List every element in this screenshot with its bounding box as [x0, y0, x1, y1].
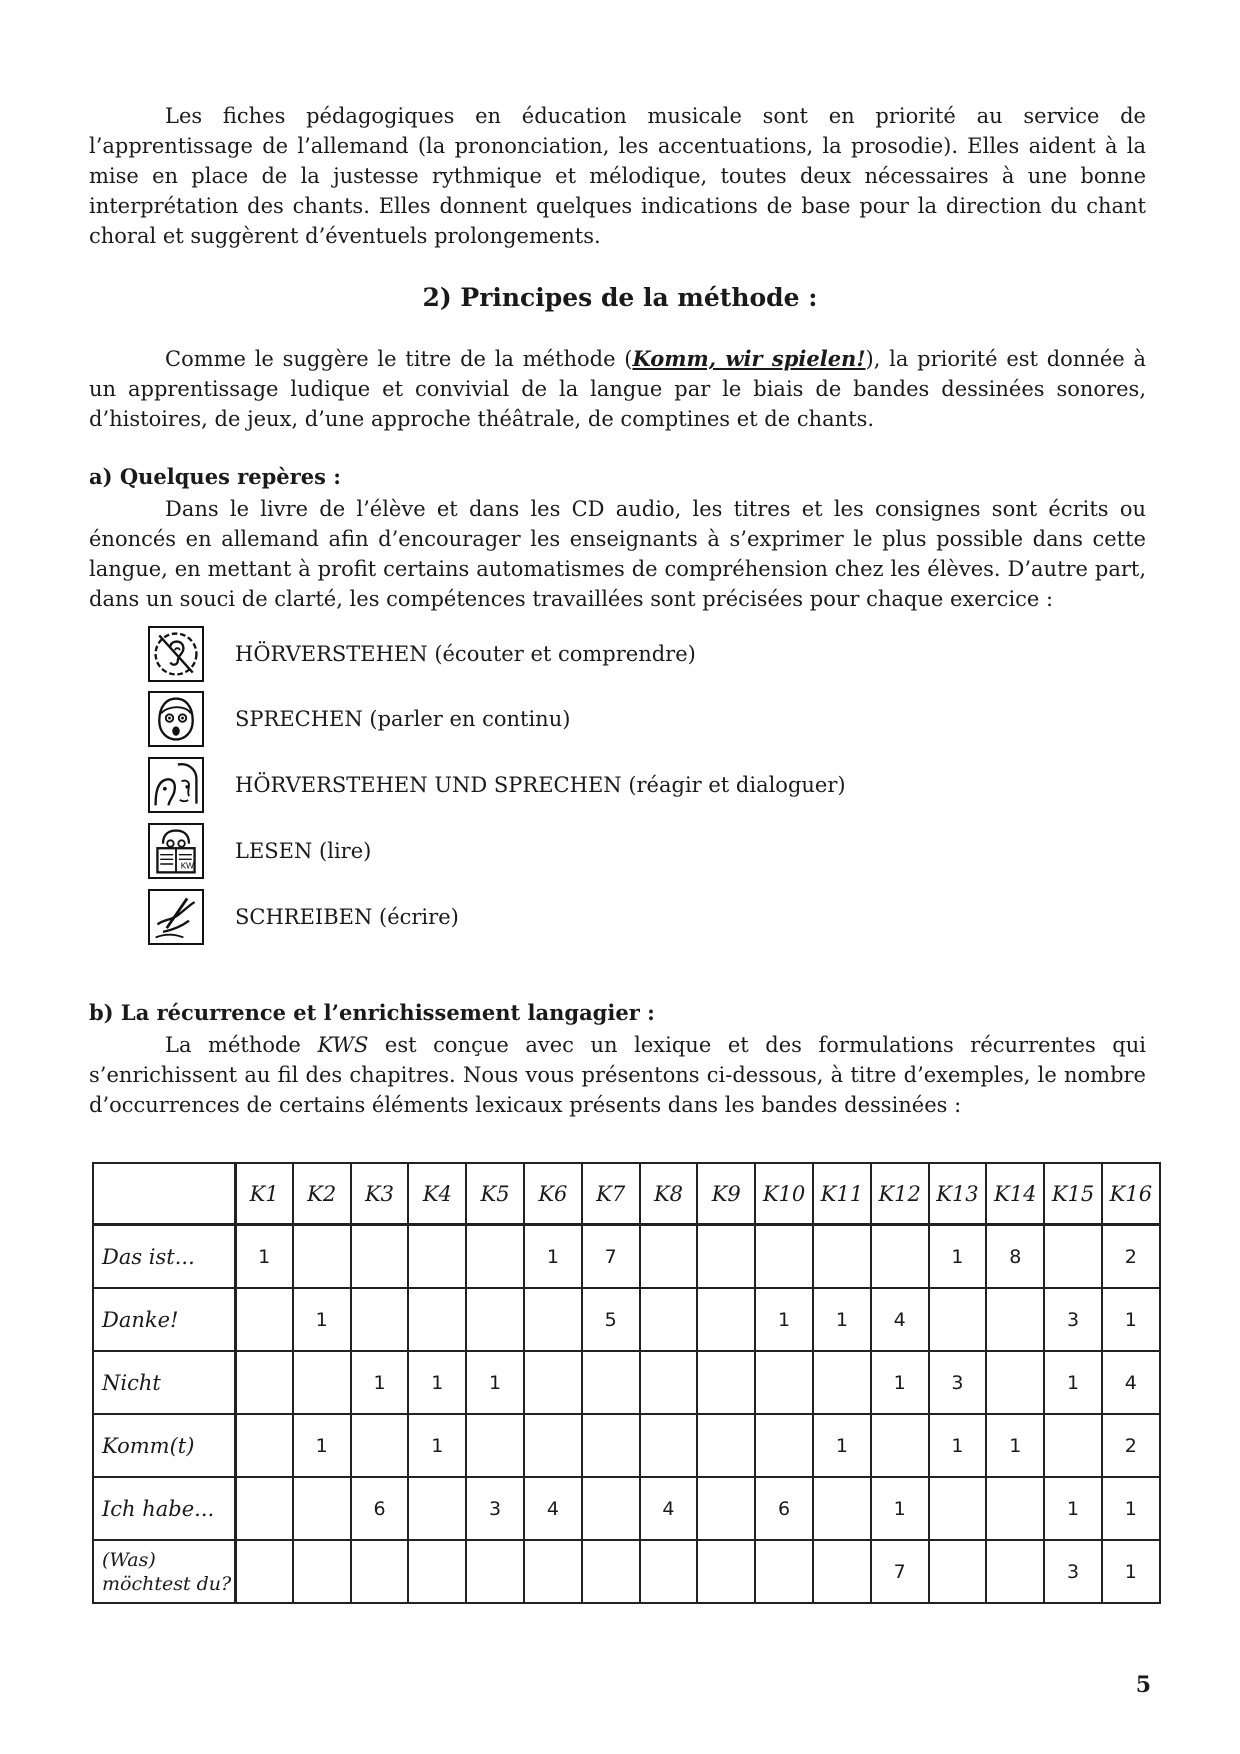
skill-item-dialogue	[148, 756, 846, 814]
row-label: Komm(t)	[93, 1414, 235, 1477]
table-cell: 5	[582, 1288, 640, 1351]
skill-label: HÖRVERSTEHEN (écouter et comprendre)	[235, 642, 696, 666]
table-cell: 1	[986, 1414, 1044, 1477]
table-cell	[235, 1540, 293, 1603]
table-cell: 1	[1044, 1351, 1102, 1414]
skill-label: LESEN (lire)	[235, 839, 372, 863]
table-cell	[640, 1414, 698, 1477]
table-cell	[929, 1288, 987, 1351]
table-corner-cell	[93, 1163, 235, 1225]
table-cell: 1	[1102, 1540, 1160, 1603]
table-cell: 3	[1044, 1288, 1102, 1351]
table-cell	[697, 1288, 755, 1351]
table-cell: 2	[1102, 1414, 1160, 1477]
table-cell	[351, 1414, 409, 1477]
table-cell	[640, 1351, 698, 1414]
principle-text-start: Comme le suggère le titre de la méthode (	[165, 347, 633, 371]
table-cell	[755, 1414, 813, 1477]
table-cell: 7	[582, 1225, 640, 1289]
table-cell: 1	[351, 1351, 409, 1414]
table-header-row	[93, 1163, 1160, 1225]
table-cell	[582, 1351, 640, 1414]
table-row	[93, 1477, 1160, 1540]
column-header: K1	[235, 1163, 293, 1225]
column-header: K5	[466, 1163, 524, 1225]
table-cell	[524, 1288, 582, 1351]
table-cell	[466, 1225, 524, 1289]
table-cell	[466, 1540, 524, 1603]
table-cell	[813, 1477, 871, 1540]
column-header: K4	[408, 1163, 466, 1225]
writing-hand-icon	[148, 889, 204, 945]
table-cell	[582, 1477, 640, 1540]
table-cell	[640, 1288, 698, 1351]
column-header: K2	[293, 1163, 351, 1225]
column-header: K16	[1102, 1163, 1160, 1225]
table-cell	[582, 1414, 640, 1477]
principle-text-end: ), la priorité est donnée à un apprentissage ludique et convivial de la langue par le biais de bandes dessinées sonores, d’histoires, de jeux, d’une approche théâtrale, de comptines et de chants.	[89, 347, 1146, 431]
column-header: K6	[524, 1163, 582, 1225]
table-cell	[582, 1540, 640, 1603]
table-cell: 1	[871, 1351, 929, 1414]
table-cell	[408, 1477, 466, 1540]
table-cell	[697, 1477, 755, 1540]
table-row	[93, 1414, 1160, 1477]
table-cell	[408, 1288, 466, 1351]
column-header: K13	[929, 1163, 987, 1225]
table-cell	[986, 1288, 1044, 1351]
skill-item-listening	[148, 625, 696, 683]
table-cell	[293, 1225, 351, 1289]
table-cell	[813, 1225, 871, 1289]
table-cell	[408, 1225, 466, 1289]
column-header: K15	[1044, 1163, 1102, 1225]
table-cell	[929, 1477, 987, 1540]
table-cell	[235, 1351, 293, 1414]
column-header: K3	[351, 1163, 409, 1225]
skill-label: SCHREIBEN (écrire)	[235, 905, 459, 929]
table-cell: 1	[871, 1477, 929, 1540]
table-cell	[640, 1225, 698, 1289]
table-cell	[755, 1225, 813, 1289]
skill-item-speaking	[148, 690, 571, 748]
table-cell	[640, 1540, 698, 1603]
reading-book-icon	[148, 823, 204, 879]
table-cell: 3	[929, 1351, 987, 1414]
table-cell: 1	[293, 1414, 351, 1477]
table-cell: 1	[1102, 1477, 1160, 1540]
column-header: K12	[871, 1163, 929, 1225]
table-cell	[697, 1414, 755, 1477]
column-header: K8	[640, 1163, 698, 1225]
column-header: K14	[986, 1163, 1044, 1225]
page-number: 5	[1135, 1672, 1151, 1698]
table-cell: 4	[640, 1477, 698, 1540]
table-cell: 8	[986, 1225, 1044, 1289]
table-row	[93, 1288, 1160, 1351]
skill-label: SPRECHEN (parler en continu)	[235, 707, 571, 731]
table-cell	[524, 1540, 582, 1603]
table-cell: 2	[1102, 1225, 1160, 1289]
table-cell: 1	[929, 1225, 987, 1289]
table-cell: 6	[351, 1477, 409, 1540]
method-title: Komm, wir spielen!	[632, 346, 866, 371]
table-cell: 1	[408, 1414, 466, 1477]
table-cell	[235, 1288, 293, 1351]
table-cell: 1	[293, 1288, 351, 1351]
table-row	[93, 1351, 1160, 1414]
table-cell: 3	[1044, 1540, 1102, 1603]
table-cell: 1	[466, 1351, 524, 1414]
table-cell: 1	[408, 1351, 466, 1414]
table-cell	[871, 1414, 929, 1477]
paragraph-b	[89, 1030, 1146, 1120]
row-label: Das ist...	[93, 1225, 235, 1289]
table-cell	[929, 1540, 987, 1603]
table-cell: 4	[524, 1477, 582, 1540]
table-cell	[813, 1351, 871, 1414]
table-cell	[235, 1414, 293, 1477]
table-cell: 1	[813, 1414, 871, 1477]
table-cell: 6	[755, 1477, 813, 1540]
table-row	[93, 1225, 1160, 1289]
table-cell: 7	[871, 1540, 929, 1603]
table-cell	[293, 1351, 351, 1414]
column-header: K11	[813, 1163, 871, 1225]
table-cell	[408, 1540, 466, 1603]
table-cell	[466, 1414, 524, 1477]
table-cell	[1044, 1414, 1102, 1477]
intro-paragraph: Les fiches pédagogiques en éducation musicale sont en priorité au service de l’apprentissage de l’allemand (la prononciation, les accentuations, la prosodie). Elles aident à la mise en place de la justesse rythmique et mélodique, toutes deux nécessaires à une bonne interprétation des chants. Elles donnent quelques indications de base pour la direction du chant choral et suggèrent d’éventuels prolongements.	[89, 104, 1146, 248]
paragraph-a: Dans le livre de l’élève et dans les CD audio, les titres et les consignes sont écrits ou énoncés en allemand afin d’encourager les enseignants à s’exprimer le plus possible dans cette langue, en mettant à profit certains automatismes de compréhension chez les élèves. D’autre part, dans un souci de clarté, les compétences travaillées sont précisées pour chaque exercice :	[89, 497, 1146, 611]
svg-text:KW: KW	[180, 860, 195, 871]
paragraph-b-end: est conçue avec un lexique et des formulations récurrentes qui s’enrichissent au fil des chapitres. Nous vous présentons ci-dessous, à titre d’exemples, le nombre d’occurrences de certains éléments lexicaux présents dans les bandes dessinées :	[89, 1033, 1146, 1117]
row-label: Nicht	[93, 1351, 235, 1414]
subheading-b: b) La récurrence et l’enrichissement langagier :	[89, 1000, 655, 1025]
column-header: K9	[697, 1163, 755, 1225]
table-cell	[466, 1288, 524, 1351]
table-cell	[351, 1225, 409, 1289]
column-header: K7	[582, 1163, 640, 1225]
table-cell	[813, 1540, 871, 1603]
table-cell	[697, 1225, 755, 1289]
skill-item-reading	[148, 822, 372, 880]
table-cell	[986, 1477, 1044, 1540]
skill-label: HÖRVERSTEHEN UND SPRECHEN (réagir et dialoguer)	[235, 773, 846, 797]
table-cell	[871, 1225, 929, 1289]
table-cell: 1	[813, 1288, 871, 1351]
table-cell	[351, 1288, 409, 1351]
table-cell: 1	[1102, 1288, 1160, 1351]
table-cell	[235, 1477, 293, 1540]
table-cell	[986, 1351, 1044, 1414]
subheading-a: a) Quelques repères :	[89, 464, 341, 489]
table-cell	[524, 1351, 582, 1414]
table-cell: 1	[1044, 1477, 1102, 1540]
table-cell: 1	[235, 1225, 293, 1289]
principle-paragraph	[89, 344, 1146, 434]
row-label-line: möchtest du?	[102, 1572, 232, 1595]
speaking-face-icon	[148, 691, 204, 747]
column-header: K10	[755, 1163, 813, 1225]
occurrence-table	[92, 1162, 1161, 1604]
table-cell	[293, 1540, 351, 1603]
paragraph-b-start: La méthode	[165, 1033, 318, 1057]
table-cell	[755, 1540, 813, 1603]
row-label	[93, 1540, 235, 1603]
table-cell	[697, 1540, 755, 1603]
table-cell: 4	[871, 1288, 929, 1351]
method-abbreviation: KWS	[317, 1033, 369, 1057]
table-cell: 1	[755, 1288, 813, 1351]
table-cell: 1	[929, 1414, 987, 1477]
section-title: 2) Principes de la méthode :	[422, 283, 818, 312]
table-cell: 4	[1102, 1351, 1160, 1414]
table-cell: 1	[524, 1225, 582, 1289]
row-label: Ich habe...	[93, 1477, 235, 1540]
table-cell: 3	[466, 1477, 524, 1540]
table-cell	[1044, 1225, 1102, 1289]
dialogue-faces-icon	[148, 757, 204, 813]
row-label: Danke!	[93, 1288, 235, 1351]
ear-icon	[148, 626, 204, 682]
table-cell	[755, 1351, 813, 1414]
table-row	[93, 1540, 1160, 1603]
skill-item-writing	[148, 888, 459, 946]
row-label-line: (Was)	[102, 1548, 156, 1571]
table-cell	[293, 1477, 351, 1540]
table-cell	[697, 1351, 755, 1414]
table-cell	[524, 1414, 582, 1477]
table-cell	[986, 1540, 1044, 1603]
table-cell	[351, 1540, 409, 1603]
